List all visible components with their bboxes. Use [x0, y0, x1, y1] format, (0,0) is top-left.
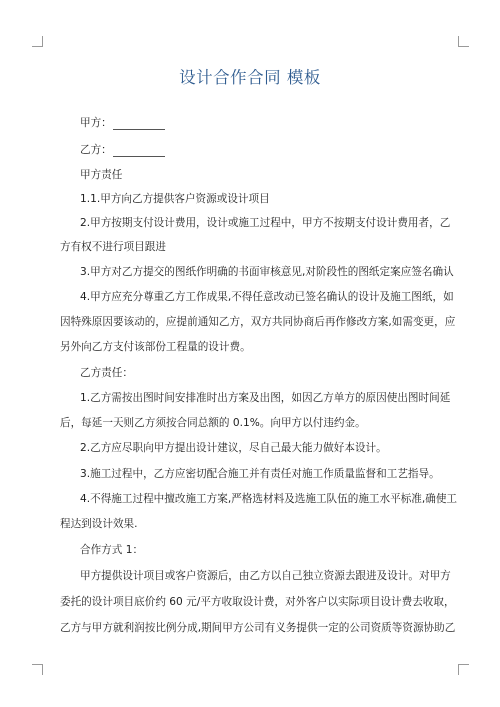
- section-b-p4-line1: 4.不得施工过程中擅改施工方案,严格选材料及选施工队伍的施工水平标准,确使工: [80, 493, 458, 505]
- section-b-p4-line2: 程达到设计效果.: [60, 518, 138, 530]
- party-a-label: 甲方：: [80, 117, 112, 129]
- crop-mark-top-right: [458, 36, 469, 47]
- party-b-label: 乙方：: [80, 144, 112, 156]
- section-c-heading: 合作方式 1：: [80, 544, 144, 556]
- section-b-p1-line2: 后，每延一天则乙方须按合同总额的 0.1%。向甲方以付违约金。: [60, 417, 366, 429]
- section-a-p1: 1.1.甲方向乙方提供客户资源或设计项目: [80, 193, 270, 205]
- section-b-heading: 乙方责任：: [80, 367, 133, 379]
- section-b-p1-line1: 1.乙方需按出图时间安排准时出方案及出图，如因乙方单方的原因使出图时间延: [80, 392, 451, 404]
- section-b-p2: 2.乙方应尽职向甲方提出设计建议，尽自己最大能力做好本设计。: [80, 442, 387, 454]
- document-title: 设计合作合同 模板: [179, 68, 321, 87]
- section-a-p2-line2: 方有权不进行项目跟进: [60, 241, 166, 253]
- section-a-p3: 3.甲方对乙方提交的图纸作明确的书面审核意见,对阶段性的图纸定案应签名确认: [80, 266, 454, 278]
- section-a-p2-line1: 2.甲方按期支付设计费用，设计或施工过程中，甲方不按期支付设计费用者，乙: [80, 217, 451, 229]
- section-c-p1-line1: 甲方提供设计项目或客户资源后，由乙方以自己独立资源去跟进及设计。对甲方: [80, 570, 451, 582]
- section-c-p1-line2: 委托的设计项目底价约 60 元/平方收取设计费，对外客户以实际项目设计费去收取，: [60, 596, 455, 608]
- section-c-p1-line3: 乙方与甲方就利润按比例分成,期间甲方公司有义务提供一定的公司资质等资源协助乙: [60, 622, 456, 634]
- section-a-p4-line2: 因特殊原因要该动的，应提前通知乙方，双方共同协商后再作修改方案,如需变更，应: [60, 316, 456, 328]
- party-b-blank: [113, 146, 165, 157]
- party-b-line: [60, 143, 444, 157]
- section-a-p4-line1: 4.甲方应充分尊重乙方工作成果,不得任意改动已签名确认的设计及施工图纸，如: [80, 291, 454, 303]
- crop-mark-top-left: [32, 36, 43, 47]
- crop-mark-bottom-right: [458, 664, 469, 675]
- crop-mark-bottom-left: [32, 664, 43, 675]
- section-a-p4-line3: 另外向乙方支付该部份工程量的设计费。: [60, 341, 251, 353]
- party-a-blank: [113, 119, 165, 130]
- party-a-line: [60, 116, 444, 130]
- section-a-heading: 甲方责任: [80, 169, 123, 181]
- section-b-p3: 3.施工过程中，乙方应密切配合施工并有责任对施工作质量监督和工艺指导。: [80, 468, 440, 480]
